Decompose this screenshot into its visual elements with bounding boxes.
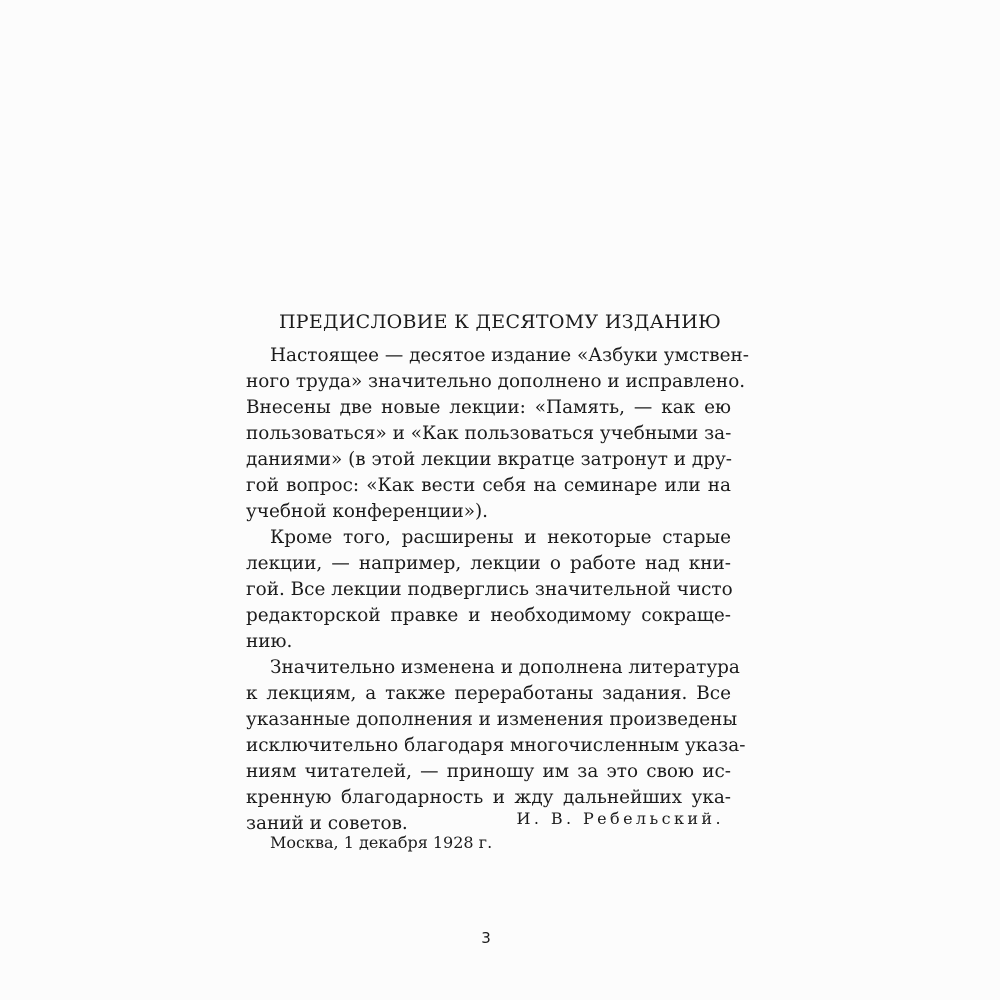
- text-line: нию.: [246, 631, 293, 652]
- page-number: 3: [481, 929, 491, 947]
- preface-text: [246, 343, 750, 837]
- text-line: редакторской правке и необходимому сокраще-: [246, 605, 731, 626]
- text-line: Кроме того, расширены и некоторые старые: [270, 527, 731, 548]
- page-title: ПРЕДИСЛОВИЕ К ДЕСЯТОМУ ИЗДАНИЮ: [278, 311, 722, 333]
- text-line: лекции, — например, лекции о работе над кни-: [246, 553, 731, 574]
- text-line: гой. Все лекции подверглись значительной чисто: [246, 579, 733, 600]
- text-line: гой вопрос: «Как вести себя на семинаре или на: [246, 475, 731, 496]
- text-line: пользоваться» и «Как пользоваться учебными за-: [246, 423, 732, 444]
- text-line: Настоящее — десятое издание «Азбуки умствен-: [270, 345, 750, 366]
- text-line: заний и советов.: [246, 813, 408, 834]
- text-line: кренную благодарность и жду дальнейших ука-: [246, 787, 731, 808]
- text-line: Значительно изменена и дополнена литература: [270, 657, 740, 678]
- text-line: Внесены две новые лекции: «Память, — как ею: [246, 397, 731, 418]
- text-line: исключительно благодаря многочисленным указа-: [246, 735, 746, 756]
- author-signature: И. В. Ребельский.: [516, 809, 724, 828]
- text-line: ниям читателей, — приношу им за это свою ис-: [246, 761, 731, 782]
- text-line: указанные дополнения и изменения произведены: [246, 709, 738, 730]
- place-date: Москва, 1 декабря 1928 г.: [270, 833, 493, 852]
- text-line: к лекциям, а также переработаны задания. Все: [246, 683, 731, 704]
- text-line: ного труда» значительно дополнено и исправлено.: [246, 371, 746, 392]
- text-line: учебной конференции»).: [246, 501, 488, 522]
- text-line: даниями» (в этой лекции вкратце затронут и дру-: [246, 449, 732, 470]
